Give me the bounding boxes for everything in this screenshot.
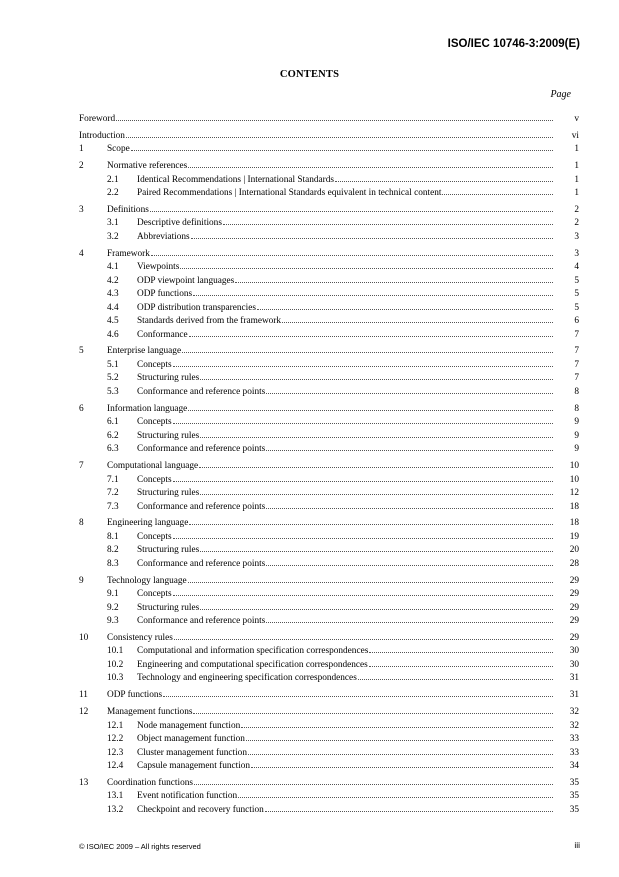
dot-leader	[173, 480, 553, 482]
toc-entry[interactable]	[79, 645, 579, 659]
toc-entry-number: 9.2	[107, 602, 119, 613]
toc-entry[interactable]	[79, 777, 579, 791]
toc-entry-number: 7	[79, 461, 84, 472]
toc-entry[interactable]	[79, 487, 579, 501]
toc-entry-number: 9.1	[107, 589, 119, 600]
toc-entry-page: 9	[574, 417, 579, 428]
toc-entry[interactable]	[79, 204, 579, 218]
toc-entry[interactable]	[79, 544, 579, 558]
dot-leader	[151, 254, 553, 256]
toc-entry-page: 7	[574, 359, 579, 370]
toc-entry[interactable]	[79, 747, 579, 761]
toc-entry[interactable]	[79, 261, 579, 275]
dot-leader	[188, 581, 553, 583]
toc-entry-number: 6	[79, 403, 84, 414]
toc-entry-page: 9	[574, 430, 579, 441]
toc-entry-label: Event notification function	[137, 791, 238, 802]
toc-entry[interactable]	[79, 288, 579, 302]
dot-leader	[335, 180, 553, 182]
toc-entry-number: 10	[79, 632, 89, 643]
toc-entry-label: Capsule management function	[137, 761, 251, 772]
toc-entry-number: 5	[79, 346, 84, 357]
dot-leader	[257, 308, 553, 310]
toc-entry-page: 4	[574, 262, 579, 273]
dot-leader	[188, 409, 553, 411]
toc-entry-label: Structuring rules	[137, 430, 200, 441]
toc-entry-number: 7.2	[107, 488, 119, 499]
toc-entry-number: 4.2	[107, 275, 119, 286]
toc-entry[interactable]	[79, 130, 579, 144]
footer-page-number: iii	[574, 840, 580, 850]
toc-entry-number: 8.1	[107, 531, 119, 542]
toc-entry[interactable]	[79, 187, 579, 201]
toc-entry-page: 20	[569, 545, 579, 556]
dot-leader	[199, 466, 553, 468]
toc-entry[interactable]	[79, 706, 579, 720]
toc-entry-page: 35	[569, 804, 579, 815]
toc-entry-label: Concepts	[137, 474, 172, 485]
toc-entry[interactable]	[79, 615, 579, 629]
toc-entry[interactable]	[79, 430, 579, 444]
dot-leader	[200, 608, 553, 610]
toc-entry[interactable]	[79, 474, 579, 488]
toc-entry-number: 10.1	[107, 646, 124, 657]
toc-entry-number: 4.5	[107, 316, 119, 327]
toc-entry-number: 3	[79, 204, 84, 215]
toc-entry[interactable]	[79, 248, 579, 262]
toc-entry-page: 18	[569, 501, 579, 512]
toc-entry[interactable]	[79, 217, 579, 231]
toc-entry-label: Computational and information specification correspondences	[137, 646, 369, 657]
toc-entry-label: Node management function	[137, 720, 241, 731]
toc-entry[interactable]	[79, 733, 579, 747]
toc-entry-page: 19	[569, 531, 579, 542]
toc-entry-page: 7	[574, 373, 579, 384]
dot-leader	[173, 365, 553, 367]
toc-entry-page: 33	[569, 734, 579, 745]
toc-entry-page: 18	[569, 518, 579, 529]
toc-entry-number: 13.1	[107, 791, 124, 802]
toc-entry-label: Management functions	[107, 707, 193, 718]
toc-entry-label: Structuring rules	[137, 602, 200, 613]
toc-entry-number: 13	[79, 777, 89, 788]
toc-entry-label: Standards derived from the framework	[137, 316, 282, 327]
dot-leader	[194, 783, 553, 785]
dot-leader	[266, 621, 553, 623]
toc-entry-label: Conformance and reference points	[137, 501, 266, 512]
toc-entry-number: 3.1	[107, 218, 119, 229]
toc-entry-page: 8	[574, 386, 579, 397]
toc-entry-number: 2.2	[107, 188, 119, 199]
toc-entry-label: ODP distribution transparencies	[137, 302, 256, 313]
toc-entry[interactable]	[79, 575, 579, 589]
toc-entry-label: Concepts	[137, 359, 172, 370]
toc-entry-number: 8.2	[107, 545, 119, 556]
dot-leader	[358, 678, 553, 680]
toc-entry[interactable]	[79, 588, 579, 602]
toc-entry-page: 29	[569, 589, 579, 600]
toc-entry-page: 6	[574, 316, 579, 327]
toc-entry-label: Computational language	[107, 461, 199, 472]
dot-leader	[182, 351, 553, 353]
toc-entry-page: 32	[569, 707, 579, 718]
toc-entry[interactable]	[79, 632, 579, 646]
toc-entry-page: 31	[569, 690, 579, 701]
dot-leader	[193, 294, 553, 296]
toc-entry-label: ODP viewpoint languages	[137, 275, 235, 286]
toc-entry-number: 5.1	[107, 359, 119, 370]
toc-entry-page: 29	[569, 616, 579, 627]
dot-leader	[369, 651, 553, 653]
toc-entry-page: 5	[574, 289, 579, 300]
dot-leader	[189, 523, 553, 525]
dot-leader	[191, 237, 553, 239]
dot-leader	[193, 712, 553, 714]
toc-entry-page: 35	[569, 777, 579, 788]
toc-entry-page: 2	[574, 218, 579, 229]
toc-entry[interactable]	[79, 531, 579, 545]
toc-entry-page: 2	[574, 204, 579, 215]
toc-entry-number: 3.2	[107, 231, 119, 242]
toc-entry[interactable]	[79, 602, 579, 616]
toc-entry-label: Descriptive definitions	[137, 218, 222, 229]
toc-entry-page: 7	[574, 346, 579, 357]
toc-entry[interactable]	[79, 416, 579, 430]
toc-entry-number: 9	[79, 575, 84, 586]
toc-entry-label: Structuring rules	[137, 545, 200, 556]
toc-entry-number: 12.2	[107, 734, 124, 745]
toc-entry-page: 29	[569, 632, 579, 643]
dot-leader	[131, 149, 553, 151]
toc-entry-number: 12.1	[107, 720, 124, 731]
footer-copyright: © ISO/IEC 2009 – All rights reserved	[79, 842, 201, 851]
dot-leader	[150, 210, 553, 212]
toc-entry-label: Technology language	[107, 575, 187, 586]
dot-leader	[163, 695, 553, 697]
toc-entry-label: Conformance and reference points	[137, 444, 266, 455]
toc-entry-page: 31	[569, 673, 579, 684]
toc-entry-number: 6.1	[107, 417, 119, 428]
toc-entry-number: 8	[79, 518, 84, 529]
toc-entry[interactable]	[79, 720, 579, 734]
toc-entry-page: 5	[574, 302, 579, 313]
dot-leader	[238, 796, 553, 798]
toc-entry-page: 33	[569, 747, 579, 758]
toc-entry[interactable]	[79, 689, 579, 703]
dot-leader	[248, 753, 553, 755]
toc-entry-number: 10.3	[107, 673, 124, 684]
toc-entry-page: 7	[574, 329, 579, 340]
toc-entry-page: v	[574, 114, 579, 124]
toc-entry-number: 12.4	[107, 761, 124, 772]
toc-entry[interactable]	[79, 143, 579, 157]
dot-leader	[174, 638, 553, 640]
dot-leader	[189, 335, 553, 337]
toc-entry-label: Foreword	[79, 114, 116, 124]
toc-entry[interactable]	[79, 403, 579, 417]
toc-entry[interactable]	[79, 174, 579, 188]
toc-entry-page: 10	[569, 461, 579, 472]
toc-entry-label: Normative references	[107, 161, 188, 172]
toc-entry-label: Scope	[107, 144, 130, 155]
dot-leader	[241, 726, 553, 728]
toc-entry[interactable]	[79, 517, 579, 531]
toc-entry-page: 29	[569, 575, 579, 586]
toc-entry-label: Consistency rules	[107, 632, 173, 643]
toc-entry[interactable]	[79, 315, 579, 329]
toc-entry-number: 10.2	[107, 659, 124, 670]
toc-entry-number: 1	[79, 144, 84, 155]
toc-entry[interactable]	[79, 160, 579, 174]
toc-entry[interactable]	[79, 372, 579, 386]
toc-entry-number: 11	[79, 690, 88, 701]
toc-entry[interactable]	[79, 760, 579, 774]
contents-title: CONTENTS	[279, 69, 340, 80]
toc-entry-page: 3	[574, 248, 579, 259]
dot-leader	[235, 281, 553, 283]
dot-leader	[246, 739, 553, 741]
toc-entry[interactable]	[79, 443, 579, 457]
toc-entry-number: 4.3	[107, 289, 119, 300]
dot-leader	[265, 810, 553, 812]
toc-entry-number: 4	[79, 248, 84, 259]
toc-entry-number: 2	[79, 161, 84, 172]
toc-entry-label: Technology and engineering specification correspondences	[137, 673, 357, 684]
toc-entry-label: Coordination functions	[107, 777, 193, 788]
toc-entry[interactable]	[79, 659, 579, 673]
toc-entry-page: 1	[574, 161, 579, 172]
toc-entry-page: 35	[569, 791, 579, 802]
toc-entry-label: Paired Recommendations | International Standards equivalent in technical content	[137, 188, 442, 199]
toc-entry-page: 8	[574, 403, 579, 414]
toc-entry[interactable]	[79, 275, 579, 289]
toc-entry-label: Engineering language	[107, 518, 189, 529]
toc-entry-number: 5.2	[107, 373, 119, 384]
toc-entry-label: Concepts	[137, 417, 172, 428]
toc-entry[interactable]	[79, 672, 579, 686]
dot-leader	[188, 166, 553, 168]
dot-leader	[173, 594, 553, 596]
toc-entry-number: 13.2	[107, 804, 124, 815]
toc-entry[interactable]	[79, 231, 579, 245]
toc-entry-page: 1	[574, 144, 579, 155]
toc-entry-page: 30	[569, 646, 579, 657]
toc-entry-page: 29	[569, 602, 579, 613]
dot-leader	[223, 223, 553, 225]
toc-entry-label: Conformance	[137, 329, 188, 340]
toc-entry[interactable]	[79, 113, 579, 127]
dot-leader	[126, 136, 553, 138]
toc-entry-page: 32	[569, 720, 579, 731]
toc-entry-label: Enterprise language	[107, 346, 182, 357]
toc-entry-number: 7.3	[107, 501, 119, 512]
toc-entry-page: 5	[574, 275, 579, 286]
toc-entry-page: 34	[569, 761, 579, 772]
dot-leader	[116, 119, 553, 121]
dot-leader	[251, 766, 553, 768]
toc-entry-page: vi	[571, 130, 579, 141]
toc-entry-label: Structuring rules	[137, 488, 200, 499]
toc-entry-page: 30	[569, 659, 579, 670]
table-of-contents	[79, 113, 579, 817]
dot-leader	[369, 665, 553, 667]
toc-entry-page: 28	[569, 558, 579, 569]
document-id-header: ISO/IEC 10746-3:2009(E)	[447, 38, 580, 50]
toc-entry-number: 12.3	[107, 747, 124, 758]
dot-leader	[200, 493, 553, 495]
toc-entry-number: 6.3	[107, 444, 119, 455]
toc-entry[interactable]	[79, 302, 579, 316]
toc-entry-label: Engineering and computational specification correspondences	[137, 659, 368, 670]
toc-entry-page: 1	[574, 188, 579, 199]
toc-entry-number: 4.1	[107, 262, 119, 273]
dot-leader	[200, 378, 553, 380]
toc-entry-label: Conformance and reference points	[137, 386, 266, 397]
toc-entry-label: Concepts	[137, 531, 172, 542]
toc-entry-label: Checkpoint and recovery function	[137, 804, 264, 815]
toc-entry-label: Cluster management function	[137, 747, 247, 758]
toc-entry-label: Information language	[107, 403, 188, 414]
dot-leader	[282, 321, 553, 323]
toc-entry[interactable]	[79, 501, 579, 515]
toc-entry-number: 4.6	[107, 329, 119, 340]
toc-entry[interactable]	[79, 359, 579, 373]
dot-leader	[173, 422, 553, 424]
toc-entry[interactable]	[79, 460, 579, 474]
dot-leader	[173, 537, 553, 539]
dot-leader	[266, 564, 553, 566]
toc-entry-page: 12	[569, 488, 579, 499]
toc-entry-page: 1	[574, 174, 579, 185]
dot-leader	[442, 193, 553, 195]
toc-entry-label: Conformance and reference points	[137, 616, 266, 627]
dot-leader	[266, 449, 553, 451]
toc-entry-number: 12	[79, 707, 89, 718]
dot-leader	[266, 507, 553, 509]
toc-entry-number: 9.3	[107, 616, 119, 627]
toc-entry-number: 2.1	[107, 174, 119, 185]
toc-entry-label: Definitions	[107, 204, 149, 215]
dot-leader	[200, 550, 553, 552]
toc-entry-number: 5.3	[107, 386, 119, 397]
toc-entry-label: Viewpoints	[137, 262, 180, 273]
toc-entry-label: Conformance and reference points	[137, 558, 266, 569]
toc-entry[interactable]	[79, 790, 579, 804]
dot-leader	[180, 267, 553, 269]
toc-entry-page: 9	[574, 444, 579, 455]
dot-leader	[266, 392, 553, 394]
toc-entry-number: 7.1	[107, 474, 119, 485]
dot-leader	[200, 436, 553, 438]
toc-entry-label: Object management function	[137, 734, 245, 745]
toc-entry-label: Framework	[107, 248, 150, 259]
toc-entry-label: Abbreviations	[137, 231, 190, 242]
toc-entry-number: 6.2	[107, 430, 119, 441]
toc-entry[interactable]	[79, 345, 579, 359]
toc-entry[interactable]	[79, 558, 579, 572]
toc-entry-page: 3	[574, 231, 579, 242]
toc-entry[interactable]	[79, 329, 579, 343]
toc-entry[interactable]	[79, 386, 579, 400]
toc-entry-label: ODP functions	[137, 289, 193, 300]
toc-entry-label: Concepts	[137, 589, 172, 600]
toc-entry-page: 10	[569, 474, 579, 485]
toc-entry-label: Introduction	[79, 130, 125, 141]
toc-entry[interactable]	[79, 804, 579, 818]
toc-entry-label: Structuring rules	[137, 373, 200, 384]
toc-entry-number: 8.3	[107, 558, 119, 569]
page-column-label: Page	[550, 89, 571, 100]
toc-entry-label: Identical Recommendations | International Standards	[137, 174, 335, 185]
toc-entry-label: ODP functions	[107, 690, 163, 701]
toc-entry-number: 4.4	[107, 302, 119, 313]
